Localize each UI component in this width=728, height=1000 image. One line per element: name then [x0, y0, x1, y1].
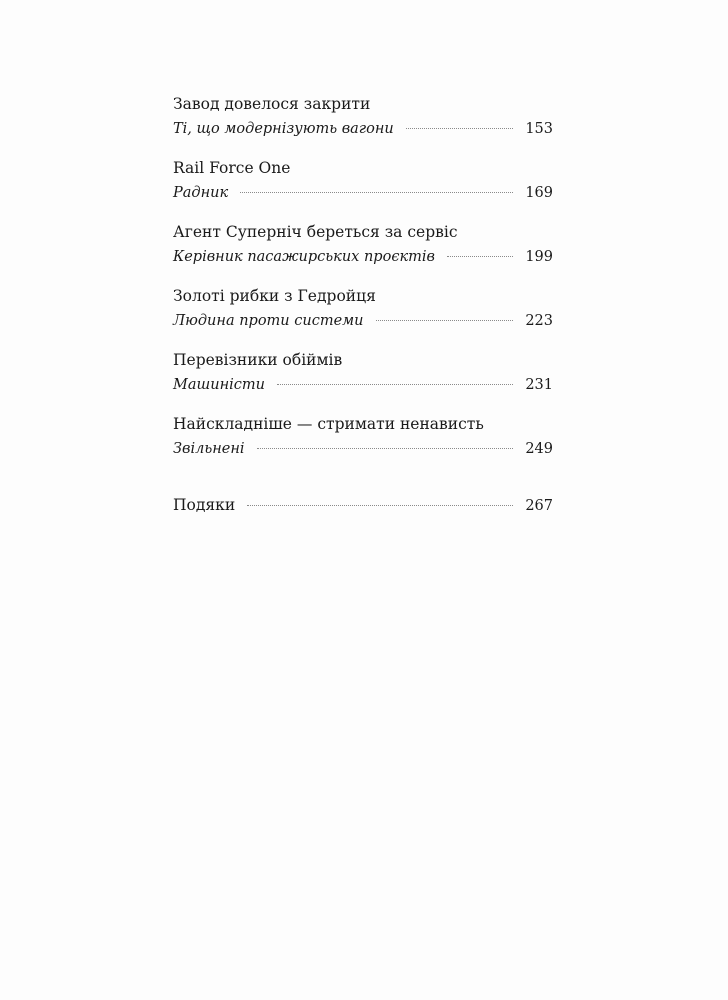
chapter-subtitle: Ті, що модернізують вагони	[173, 121, 394, 137]
dot-leader	[247, 505, 513, 506]
toc-line	[173, 247, 553, 267]
table-of-contents	[173, 94, 553, 534]
chapter-title: Агент Суперніч береться за сервіс	[173, 223, 458, 241]
page-number: 199	[525, 249, 553, 265]
chapter-title: Найскладніше — стримати ненависть	[173, 415, 484, 433]
page-number: 169	[525, 185, 553, 201]
dot-leader	[406, 128, 513, 129]
toc-entry	[173, 94, 553, 139]
page-number: 231	[525, 377, 553, 393]
toc-line	[173, 375, 553, 395]
toc-entry	[173, 414, 553, 459]
toc-entry	[173, 286, 553, 331]
chapter-title: Золоті рибки з Гедройця	[173, 287, 376, 305]
dot-leader	[277, 384, 513, 385]
toc-entry	[173, 158, 553, 203]
chapter-subtitle: Радник	[173, 185, 229, 201]
acknowledgements-title: Подяки	[173, 496, 236, 514]
chapter-title: Rail Force One	[173, 159, 291, 177]
dot-leader	[257, 448, 513, 449]
page-number: 267	[525, 498, 553, 514]
page-number: 249	[525, 441, 553, 457]
chapter-subtitle: Людина проти системи	[173, 313, 364, 329]
toc-line	[173, 311, 553, 331]
dot-leader	[376, 320, 513, 321]
toc-line	[173, 119, 553, 139]
chapter-subtitle: Звільнені	[173, 441, 245, 457]
chapter-title: Завод довелося закрити	[173, 95, 371, 113]
toc-entry	[173, 350, 553, 395]
toc-line	[173, 495, 553, 515]
chapter-subtitle: Машиністи	[173, 377, 265, 393]
chapter-title: Перевізники обіймів	[173, 351, 343, 369]
toc-line	[173, 183, 553, 203]
page-number: 153	[525, 121, 553, 137]
page-number: 223	[525, 313, 553, 329]
dot-leader	[447, 256, 513, 257]
toc-entry-acknowledgements	[173, 495, 553, 515]
toc-entry	[173, 222, 553, 267]
chapter-subtitle: Керівник пасажирських проєктів	[173, 249, 435, 265]
toc-line	[173, 439, 553, 459]
dot-leader	[240, 192, 513, 193]
